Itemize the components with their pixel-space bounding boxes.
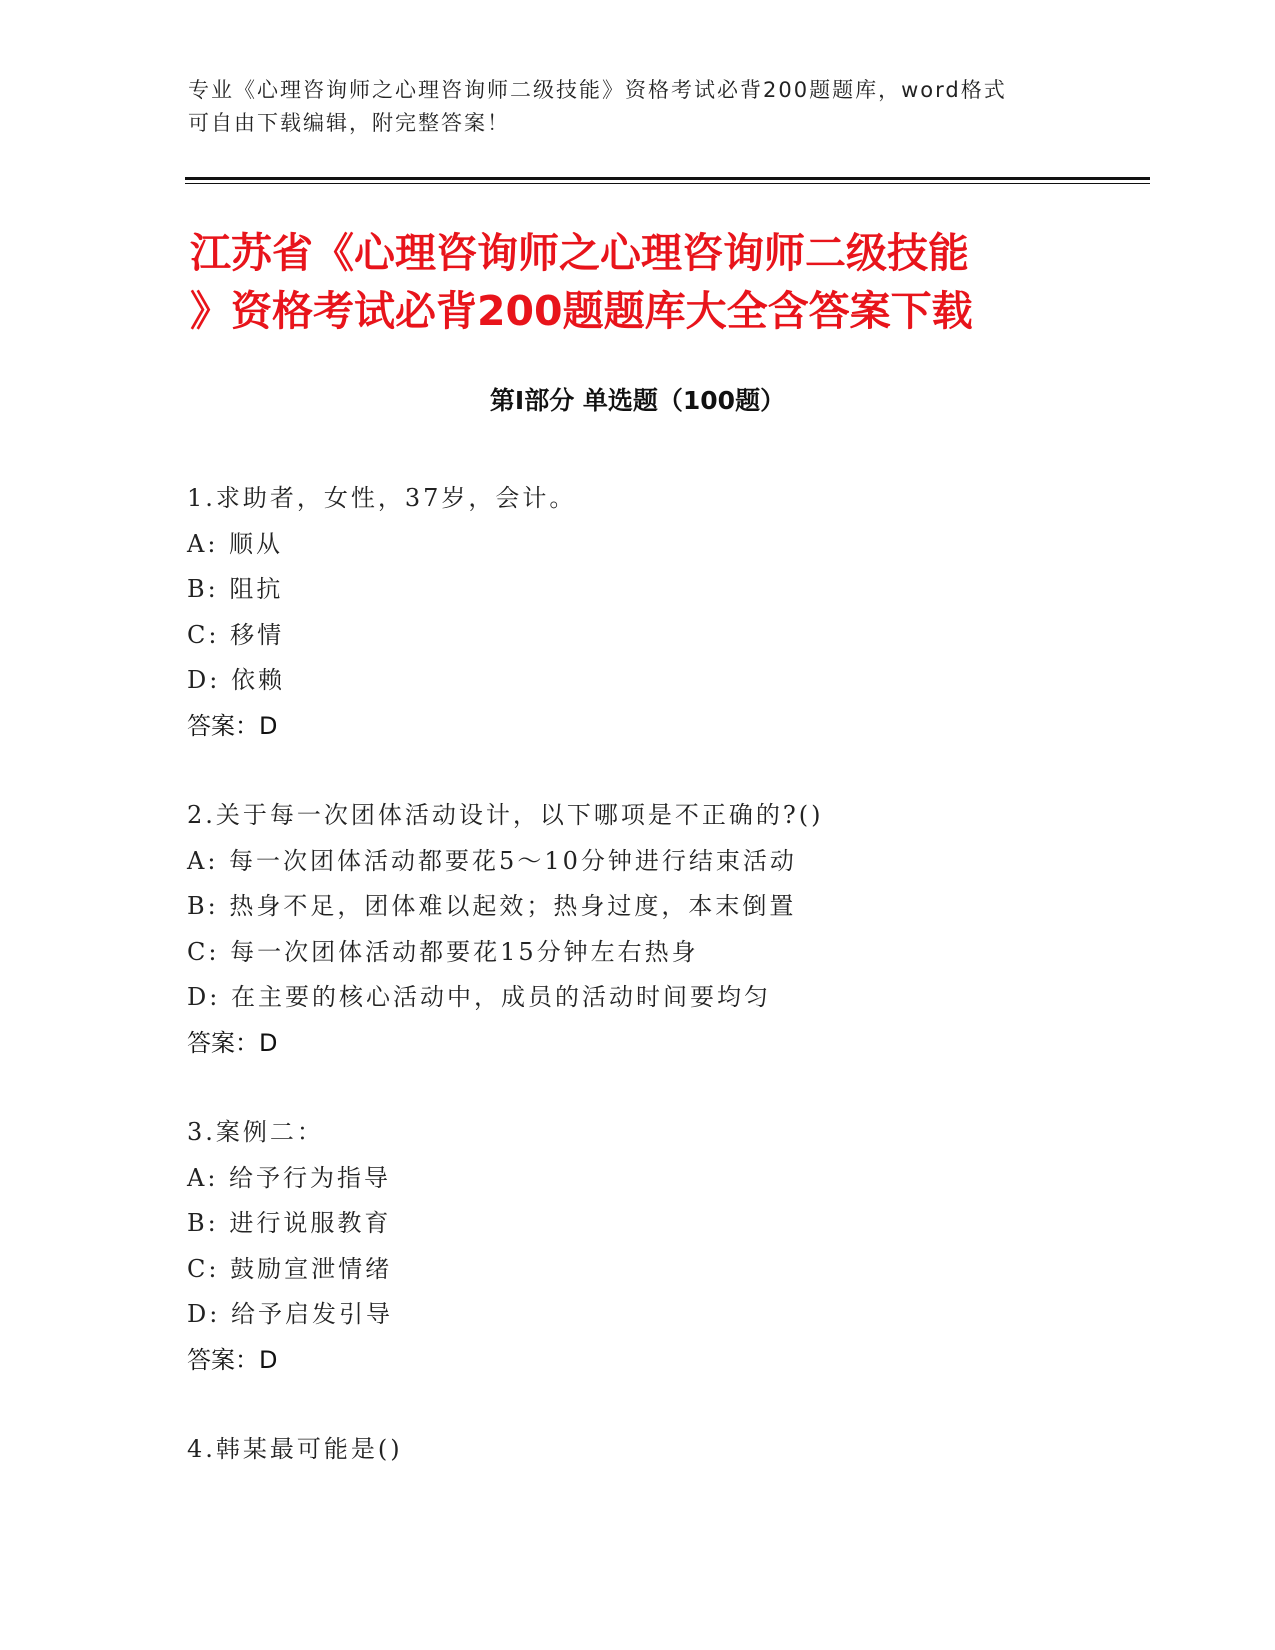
document-title <box>190 224 1090 340</box>
option-a: A: 每一次团体活动都要花5～10分钟进行结束活动 <box>187 846 797 875</box>
option-a: A: 给予行为指导 <box>187 1163 392 1192</box>
question-stem: 2.关于每一次团体活动设计，以下哪项是不正确的?() <box>187 801 824 829</box>
header-note-line-2: 可自由下载编辑，附完整答案！ <box>188 111 510 135</box>
question-stem: 4.韩某最可能是() <box>187 1435 403 1463</box>
option-a: A: 顺从 <box>187 529 284 558</box>
option-c: C: 鼓励宣泄情绪 <box>187 1254 393 1283</box>
header-divider-thick <box>185 177 1150 180</box>
option-c: C: 移情 <box>187 620 285 649</box>
document-title-line-1: 江苏省《心理咨询师之心理咨询师二级技能 <box>190 229 969 277</box>
header-divider-thin <box>185 183 1150 184</box>
option-d: D: 在主要的核心活动中，成员的活动时间要均匀 <box>187 983 771 1011</box>
option-c: C: 每一次团体活动都要花15分钟左右热身 <box>187 937 699 966</box>
answer-line: 答案：D <box>187 711 278 740</box>
option-b: B: 阻抗 <box>187 575 284 603</box>
option-b: B: 热身不足，团体难以起效；热身过度，本末倒置 <box>187 892 797 920</box>
answer-line: 答案：D <box>187 1345 278 1374</box>
question-1 <box>187 476 1137 749</box>
document-title-line-2: 》资格考试必背200题题库大全含答案下载 <box>190 287 973 335</box>
answer-line: 答案：D <box>187 1028 278 1057</box>
option-d: D: 依赖 <box>187 666 285 694</box>
option-b: B: 进行说服教育 <box>187 1209 392 1237</box>
question-2 <box>187 793 1137 1066</box>
question-stem: 1.求助者，女性，37岁，会计。 <box>187 484 577 512</box>
question-4 <box>187 1427 1137 1473</box>
section-heading: 第Ⅰ部分 单选题（100题） <box>489 386 786 415</box>
header-note-line-1: 专业《心理咨询师之心理咨询师二级技能》资格考试必背200题题库，word格式 <box>188 78 1007 102</box>
question-list <box>187 476 1137 1517</box>
question-3 <box>187 1110 1137 1383</box>
option-d: D: 给予启发引导 <box>187 1300 393 1328</box>
question-stem: 3.案例二： <box>187 1118 324 1146</box>
header-note <box>188 74 1088 140</box>
